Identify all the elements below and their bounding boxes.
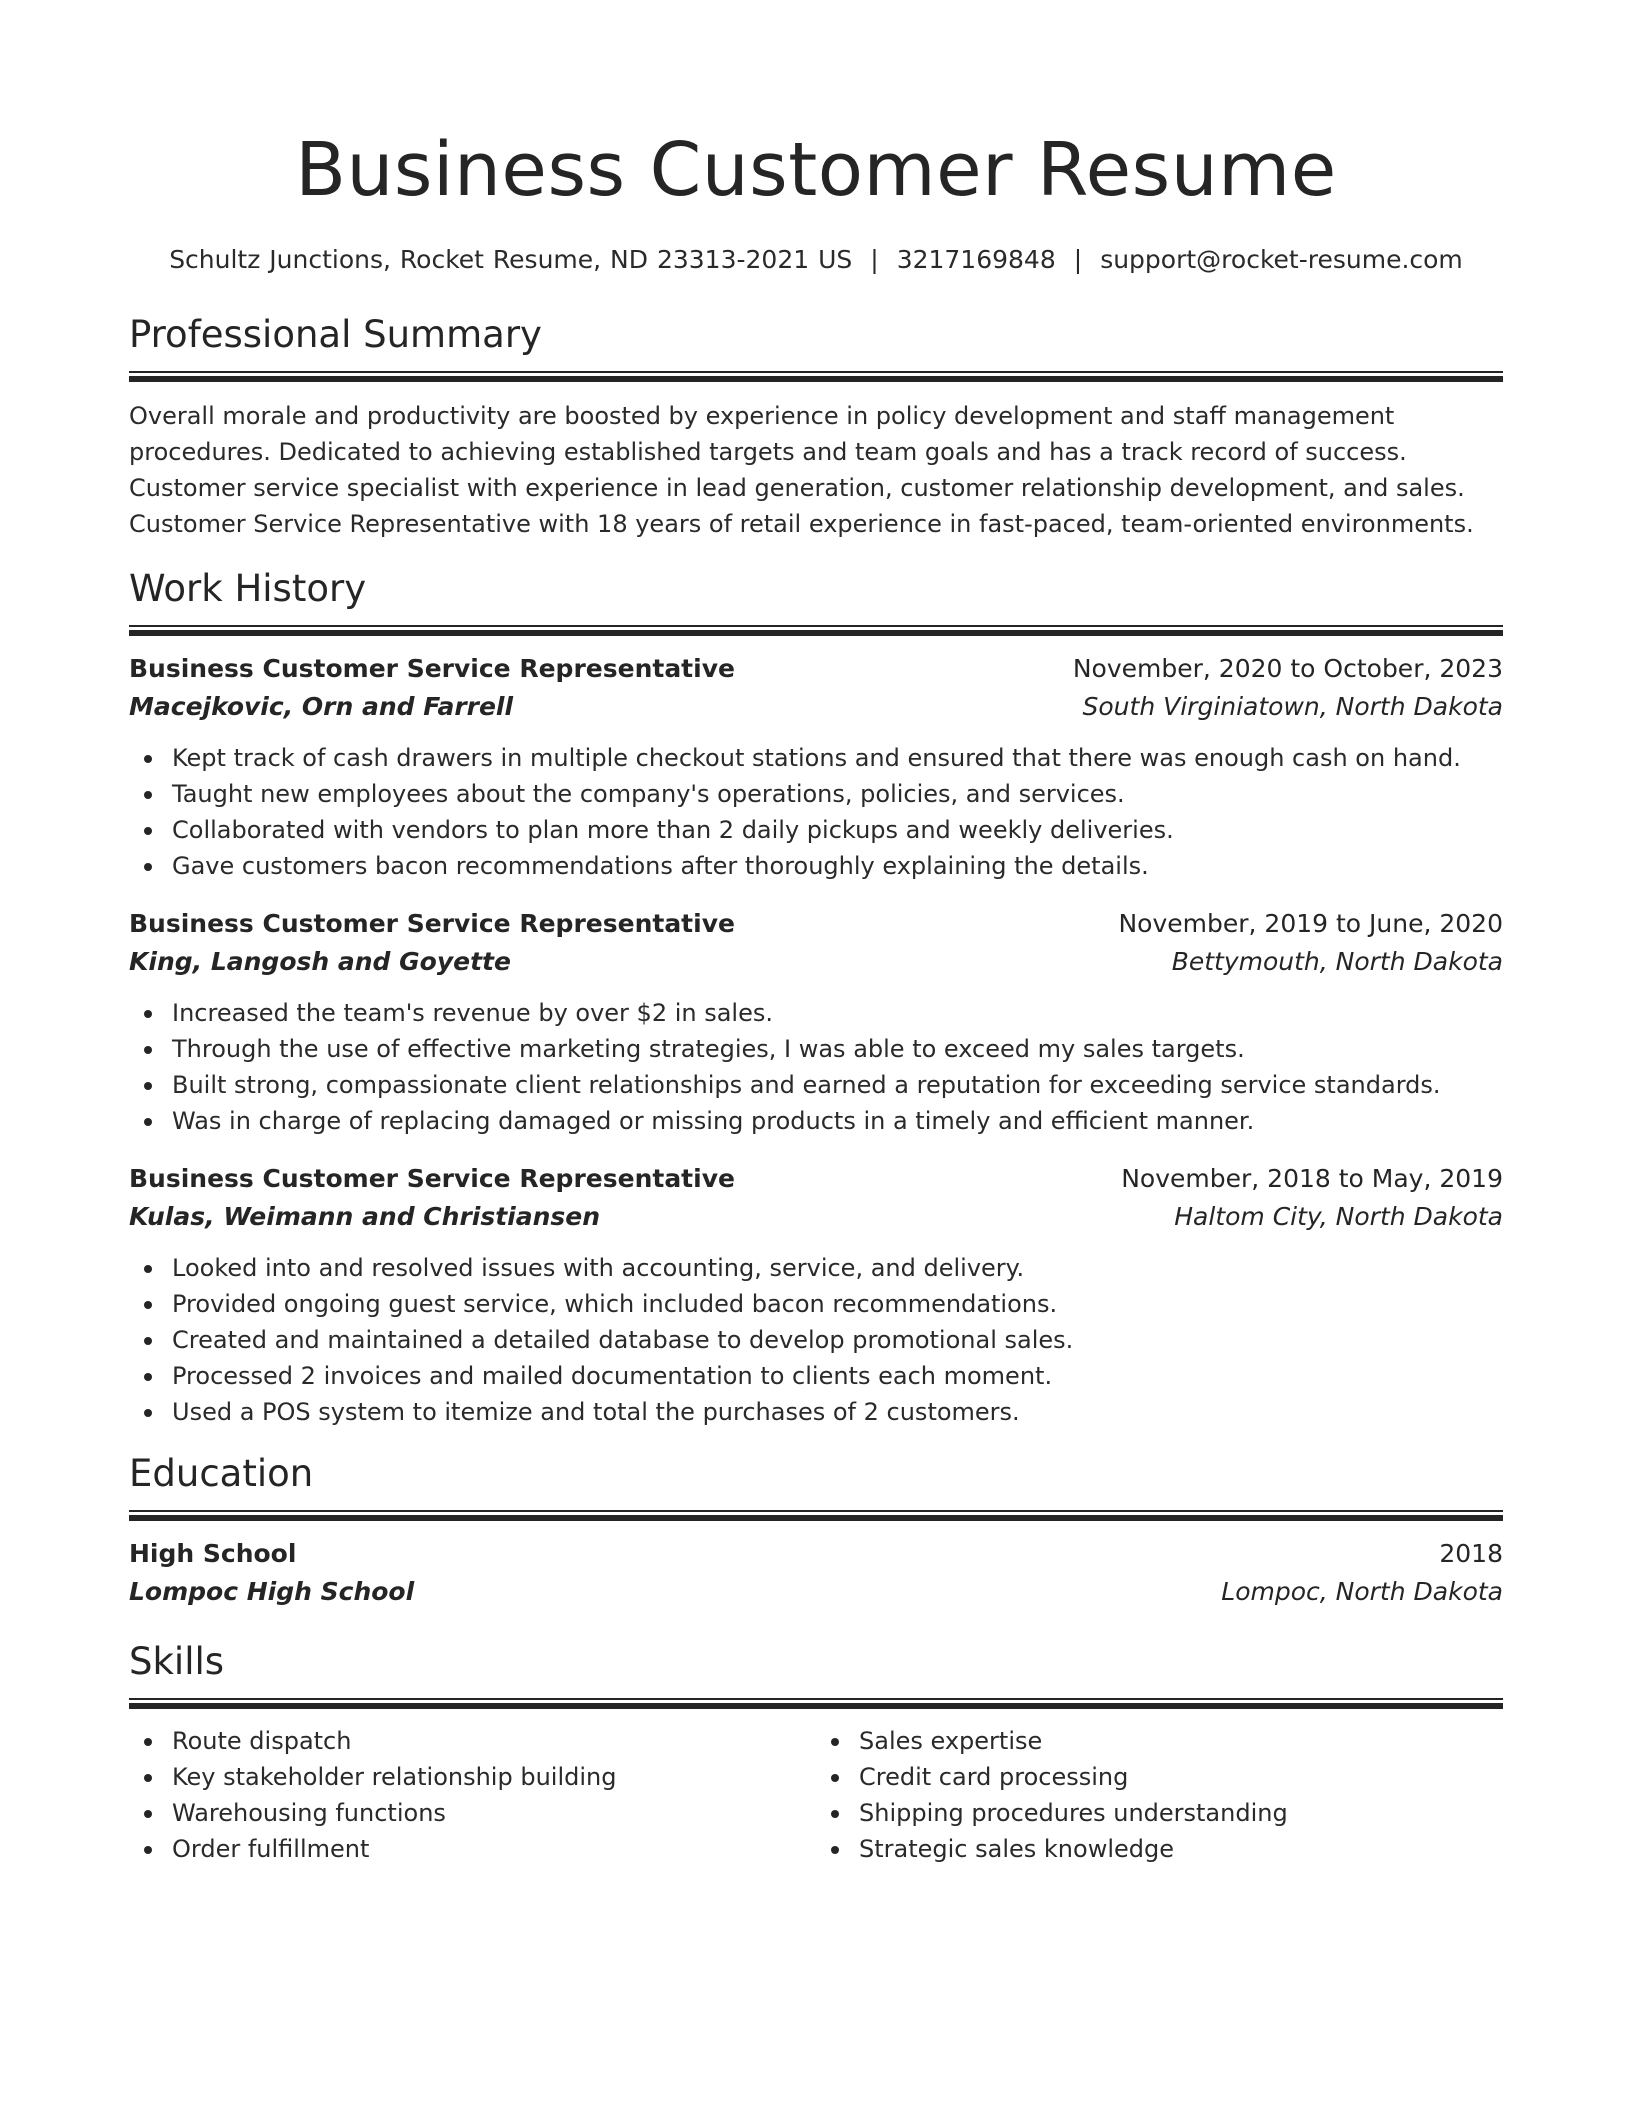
list-item: Processed 2 invoices and mailed documentation to clients each moment. — [129, 1358, 1503, 1394]
job-title: Business Customer Service Representative — [129, 1164, 735, 1193]
list-item: Increased the team's revenue by over $2 in sales. — [129, 995, 1503, 1031]
job-bullets — [129, 995, 1503, 1139]
skills-section — [129, 1638, 1503, 1867]
list-item: Gave customers bacon recommendations after thoroughly explaining the details. — [129, 848, 1503, 884]
section-heading-work-history: Work History — [129, 567, 367, 610]
job-company-row — [129, 943, 1503, 981]
summary-section — [129, 311, 1503, 542]
list-item: Created and maintained a detailed database to develop promotional sales. — [129, 1322, 1503, 1358]
section-divider — [129, 625, 1503, 636]
job-bullets — [129, 740, 1503, 884]
contact-separator: | — [870, 245, 879, 274]
job-bullets — [129, 1250, 1503, 1430]
contact-line — [129, 242, 1503, 278]
job-company: Macejkovic, Orn and Farrell — [129, 692, 514, 721]
section-heading-summary: Professional Summary — [129, 313, 542, 356]
section-divider — [129, 371, 1503, 382]
list-item: Through the use of effective marketing strategies, I was able to exceed my sales targets. — [129, 1031, 1503, 1067]
list-item: Built strong, compassionate client relationships and earned a reputation for exceeding service standards. — [129, 1067, 1503, 1103]
section-heading-skills: Skills — [129, 1640, 225, 1683]
job-header-row — [129, 650, 1503, 688]
contact-email[interactable]: support@rocket-resume.com — [1100, 245, 1463, 274]
list-item: Collaborated with vendors to plan more than 2 daily pickups and weekly deliveries. — [129, 812, 1503, 848]
education-entry — [129, 1535, 1503, 1611]
education-year: 2018 — [1439, 1539, 1503, 1568]
job-company-row — [129, 688, 1503, 726]
job-company-row — [129, 1198, 1503, 1236]
job-title: Business Customer Service Representative — [129, 654, 735, 683]
job-header-row — [129, 905, 1503, 943]
job-location: Haltom City, North Dakota — [1174, 1202, 1503, 1231]
job-location: Bettymouth, North Dakota — [1171, 947, 1503, 976]
job-company: Kulas, Weimann and Christiansen — [129, 1202, 601, 1231]
section-heading-education: Education — [129, 1452, 314, 1495]
job-dates: November, 2020 to October, 2023 — [1072, 654, 1503, 683]
resume-title: Business Customer Resume — [295, 127, 1337, 213]
job-dates: November, 2019 to June, 2020 — [1118, 909, 1503, 938]
education-school-row — [129, 1573, 1503, 1611]
education-section — [129, 1450, 1503, 1611]
skill-item: Order fulfillment — [129, 1831, 816, 1867]
list-item: Looked into and resolved issues with accounting, service, and delivery. — [129, 1250, 1503, 1286]
education-location: Lompoc, North Dakota — [1221, 1577, 1503, 1606]
job-company: King, Langosh and Goyette — [129, 947, 511, 976]
skills-column-right — [816, 1723, 1503, 1867]
list-item: Was in charge of replacing damaged or missing products in a timely and efficient manner. — [129, 1103, 1503, 1139]
job-title: Business Customer Service Representative — [129, 909, 735, 938]
skill-item: Credit card processing — [816, 1759, 1503, 1795]
contact-address: Schultz Junctions, Rocket Resume, ND 23313-2021 US — [169, 245, 853, 274]
job-dates: November, 2018 to May, 2019 — [1121, 1164, 1503, 1193]
work-history-section — [129, 565, 1503, 1430]
section-divider — [129, 1698, 1503, 1709]
skill-item: Key stakeholder relationship building — [129, 1759, 816, 1795]
skills-column-left — [129, 1723, 816, 1867]
contact-phone: 3217169848 — [896, 245, 1056, 274]
skill-item: Warehousing functions — [129, 1795, 816, 1831]
job-location: South Virginiatown, North Dakota — [1082, 692, 1503, 721]
skill-item: Strategic sales knowledge — [816, 1831, 1503, 1867]
contact-separator: | — [1073, 245, 1083, 274]
list-item: Provided ongoing guest service, which included bacon recommendations. — [129, 1286, 1503, 1322]
skill-item: Route dispatch — [129, 1723, 816, 1759]
job-header-row — [129, 1160, 1503, 1198]
list-item: Used a POS system to itemize and total the purchases of 2 customers. — [129, 1394, 1503, 1430]
list-item: Taught new employees about the company's operations, policies, and services. — [129, 776, 1503, 812]
education-degree: High School — [129, 1539, 297, 1568]
list-item: Kept track of cash drawers in multiple checkout stations and ensured that there was enough cash on hand. — [129, 740, 1503, 776]
education-school: Lompoc High School — [129, 1577, 415, 1606]
skill-item: Shipping procedures understanding — [816, 1795, 1503, 1831]
section-divider — [129, 1510, 1503, 1521]
education-header-row — [129, 1535, 1503, 1573]
job-entry — [129, 650, 1503, 884]
job-entry — [129, 1160, 1503, 1430]
summary-text: Overall morale and productivity are boosted by experience in policy development and staff management procedures. Dedicated to achieving established targets and team goals and has a track record of success. Customer service specialist with experience in lead generation, customer relationship development, and sales. Customer Service Representative with 18 years of retail experience in fast-paced, team-oriented environments. — [129, 402, 1474, 538]
skills-grid — [129, 1723, 1503, 1867]
job-entry — [129, 905, 1503, 1139]
skill-item: Sales expertise — [816, 1723, 1503, 1759]
